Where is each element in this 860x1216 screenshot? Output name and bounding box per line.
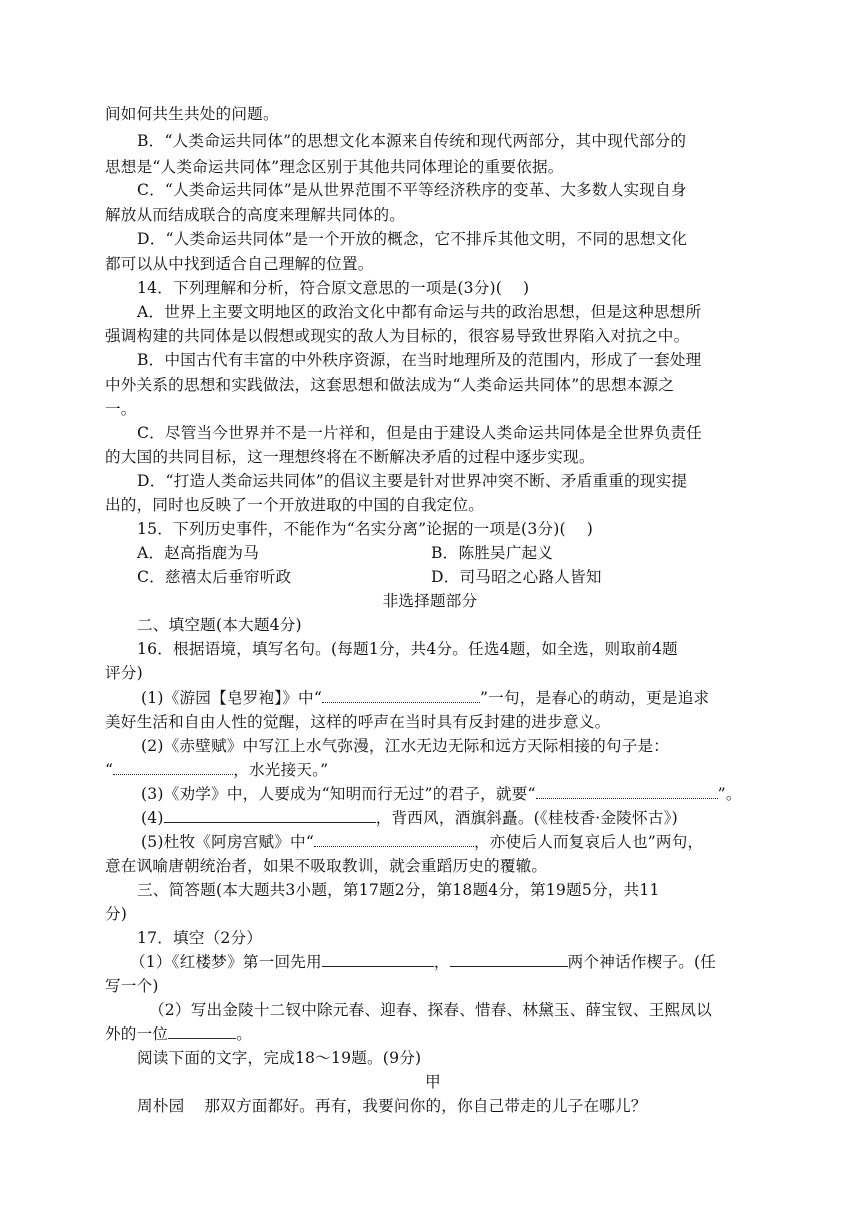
q17-item2-prefix: 外的一位 — [105, 1025, 169, 1043]
q16-item1-prefix: (1)《游园【皂罗袍】》中“ — [141, 689, 322, 707]
q16-item3 — [141, 784, 860, 804]
q16-item5-suffix: ，亦使后人而复哀后人也”两句， — [474, 833, 704, 851]
dialog-speaker: 周朴园 — [137, 1097, 185, 1115]
q14-option-c-line1: C．尽管当今世界并不是一片祥和，但是由于建设人类命运共同体是全世界负责任 — [137, 424, 702, 442]
question-15: 15．下列历史事件，不能作为“名实分离”论据的一项是(3分)( ) — [137, 520, 594, 538]
question-14: 14．下列理解和分析，符合原文意思的一项是(3分)( ) — [137, 279, 530, 297]
answer-blank[interactable] — [168, 1024, 236, 1039]
q16-item2-line1: (2)《赤壁赋》中写江上水气弥漫，江水无边无际和远方天际相接的句子是： — [141, 737, 670, 755]
q16-item1-line1 — [141, 688, 860, 708]
q15-options-row1 — [137, 543, 860, 563]
answer-blank[interactable] — [164, 808, 376, 823]
period: 。 — [236, 1025, 252, 1043]
option-d-line2: 都可以从中找到适合自己理解的位置。 — [105, 255, 374, 273]
q14-option-a-line2: 强调构建的共同体是以假想或现实的敌人为目标的，很容易导致世界陷入对抗之中。 — [105, 327, 690, 345]
q17-item1-line1 — [130, 952, 860, 972]
answer-blank[interactable] — [322, 952, 434, 967]
option-c-line2: 解放从而结成联合的高度来理解共同体的。 — [105, 206, 406, 224]
q17-item2-line2 — [105, 1024, 860, 1044]
q17-item2-line1: （2）写出金陵十二钗中除元春、迎春、探春、惜春、林黛玉、薛宝钗、王熙凤以 — [149, 1001, 712, 1019]
answer-blank[interactable] — [322, 688, 480, 703]
q15-option-d: D．司马昭之心路人皆知 — [431, 568, 602, 586]
answer-blank[interactable] — [113, 760, 233, 775]
q16-item2-suffix: ，水光接天。” — [233, 761, 329, 779]
comma: ， — [433, 953, 450, 971]
option-b-line1: B．“人类命运共同体”的思想文化本源来自传统和现代两部分，其中现代部分的 — [137, 132, 687, 150]
q16-item2-line2 — [105, 760, 860, 780]
q14-option-b-line2: 中外关系的思想和实践做法，这套思想和做法成为“人类命运共同体”的思想本源之 — [105, 376, 675, 394]
passage-label-jia: 甲 — [425, 1073, 441, 1091]
open-quote: “ — [105, 761, 114, 779]
q16-item3-prefix: (3)《劝学》中，人要成为“知明而行无过”的君子，就要“ — [141, 785, 536, 803]
q14-option-a-line1: A．世界上主要文明地区的政治文化中都有命运与共的政治思想，但是这种思想所 — [137, 303, 702, 321]
q16-item4 — [141, 808, 860, 828]
reading-instruction: 阅读下面的文字，完成18～19题。(9分) — [137, 1049, 422, 1067]
q17-item1-prefix: （1）《红楼梦》第一回先用 — [130, 953, 322, 971]
q15-option-a: A．赵高指鹿为马 — [137, 544, 260, 562]
section-title-nonchoice: 非选择题部分 — [382, 592, 478, 610]
q15-options-row2 — [137, 567, 860, 587]
section-2-heading: 二、填空题(本大题4分) — [137, 616, 302, 634]
q16-item5-line1 — [141, 832, 860, 852]
question-16-line2: 评分) — [105, 664, 143, 682]
q17-item1-suffix: 两个神话作楔子。(任 — [567, 953, 717, 971]
q16-item5-line2: 意在讽喻唐朝统治者，如果不吸取教训，就会重蹈历史的覆辙。 — [105, 857, 548, 875]
q14-option-b-line1: B．中国古代有丰富的中外秩序资源，在当时地理所及的范围内，形成了一套处理 — [137, 351, 702, 369]
text-line: 间如何共生共处的问题。 — [105, 105, 279, 123]
q16-item3-suffix: ”。 — [717, 785, 742, 803]
answer-blank[interactable] — [450, 952, 568, 967]
q17-item1-line2: 写一个) — [105, 977, 159, 995]
section-3-heading-line2: 分) — [105, 905, 128, 923]
q14-option-d-line2: 出的，同时也反映了一个开放进取的中国的自我定位。 — [105, 496, 485, 514]
q16-item4-suffix: ，背西风，酒旗斜矗。(《桂枝香·金陵怀古》) — [375, 809, 678, 827]
answer-blank[interactable] — [314, 832, 474, 847]
answer-blank[interactable] — [536, 784, 718, 799]
q14-option-d-line1: D．“打造人类命运共同体”的倡议主要是针对世界冲突不断、矛盾重重的现实提 — [137, 472, 688, 490]
q14-option-c-line2: 的大国的共同目标，这一理想终将在不断解决矛盾的过程中逐步实现。 — [105, 448, 595, 466]
question-16-line1: 16．根据语境，填写名句。(每题1分，共4分。任选4题，如全选，则取前4题 — [137, 640, 678, 658]
q15-option-c: C．慈禧太后垂帘听政 — [137, 568, 292, 586]
option-c-line1: C．“人类命运共同体”是从世界范围不平等经济秩序的变革、大多数人实现自身 — [137, 181, 687, 199]
q16-item4-prefix: (4) — [141, 809, 164, 827]
section-3-heading-line1: 三、简答题(本大题共3小题，第17题2分，第18题4分，第19题5分，共11 — [137, 881, 660, 899]
option-d-line1: D．“人类命运共同体”是一个开放的概念，它不排斥其他文明，不同的思想文化 — [137, 230, 688, 248]
dialog-text: 那双方面都好。再有，我要问你的，你自己带走的儿子在哪儿？ — [204, 1097, 647, 1115]
q16-item1-line2: 美好生活和自由人性的觉醒，这样的呼声在当时具有反封建的进步意义。 — [105, 713, 611, 731]
question-17: 17．填空（2分） — [137, 929, 263, 947]
q14-option-b-line3: 一。 — [105, 400, 137, 418]
q15-option-b: B．陈胜吴广起义 — [431, 544, 554, 562]
option-b-line2: 思想是“人类命运共同体”理念区别于其他共同体理论的重要依据。 — [105, 158, 564, 176]
dialog-line — [137, 1096, 860, 1116]
q16-item5-prefix: (5)杜牧《阿房宫赋》中“ — [141, 833, 315, 851]
q16-item1-suffix: ”一句，是春心的萌动，更是追求 — [480, 689, 710, 707]
